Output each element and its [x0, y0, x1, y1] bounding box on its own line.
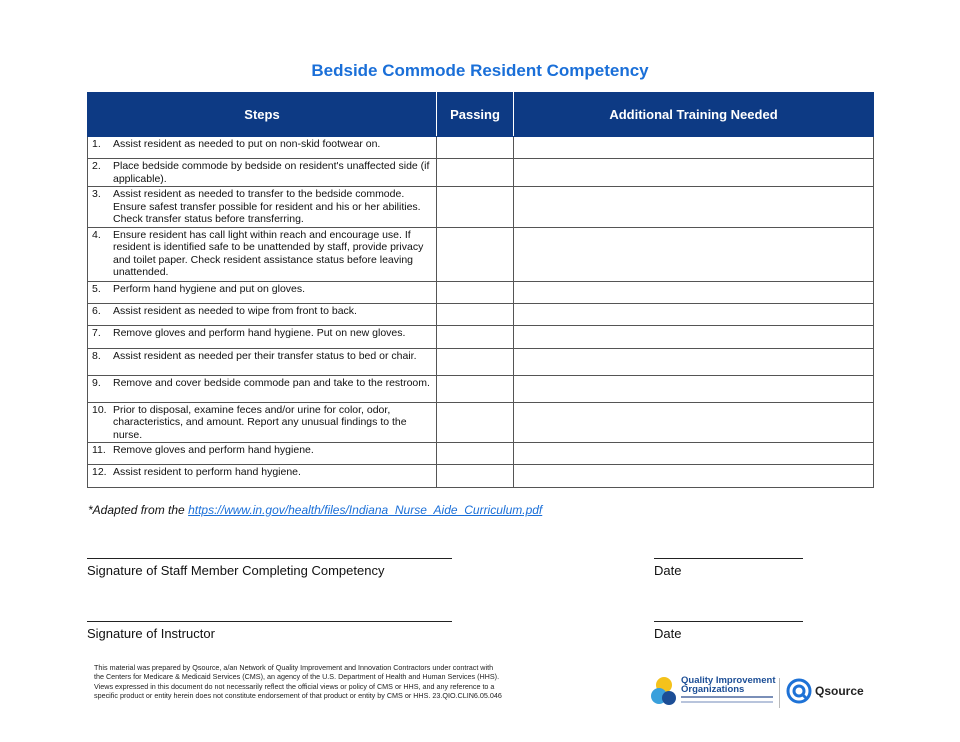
qsource-logo: [786, 678, 864, 704]
step-text: Remove and cover bedside commode pan and take to the restroom.: [113, 376, 430, 389]
passing-cell[interactable]: [437, 375, 514, 402]
additional-training-cell[interactable]: [514, 137, 874, 159]
staff-signature-label: Signature of Staff Member Completing Competency: [87, 563, 385, 578]
step-number: 10.: [92, 403, 107, 416]
step-number: 12.: [92, 466, 107, 478]
table-header-row: [88, 93, 874, 137]
passing-cell[interactable]: [437, 137, 514, 159]
qio-wordmark: [681, 676, 776, 703]
header-additional-training: Additional Training Needed: [514, 93, 874, 137]
table-row: [88, 465, 874, 488]
qsource-q-icon: [786, 678, 812, 704]
step-number: 11.: [92, 444, 106, 456]
table-row: [88, 187, 874, 228]
staff-date-label: Date: [654, 563, 682, 578]
step-number: 5.: [92, 282, 101, 295]
additional-training-cell[interactable]: [514, 303, 874, 325]
step-text: Assist resident as needed to transfer to the bedside commode. Ensure safest transfer possible for resident and his or her abilities. Check transfer status before transferring.: [113, 188, 421, 225]
source-prefix: *Adapted from the: [88, 503, 189, 517]
staff-signature-line[interactable]: [87, 558, 452, 559]
step-number: 1.: [92, 138, 101, 150]
step-number: 4.: [92, 228, 101, 241]
step-cell: [88, 325, 437, 348]
step-cell: [88, 465, 437, 488]
additional-training-cell[interactable]: [514, 402, 874, 443]
disclaimer-text: This material was prepared by Qsource, a/an Network of Quality Improvement and Innovation Contractors under contract with the Centers for Medicare & Medicaid Services (CMS), an agency of the U.S. Department of Health and Human Services (HHS). Views expressed in this document do not necessarily reflect the official views or policy of CMS or HHS, and any reference to a specific product or entity herein does not constitute endorsement of that product or entity by CMS or HHS. 23.QIO.CLIN6.05.046: [94, 663, 502, 701]
qio-title-line2: Organizations: [681, 684, 745, 695]
passing-cell[interactable]: [437, 303, 514, 325]
step-cell: [88, 281, 437, 303]
step-cell: [88, 443, 437, 465]
instructor-date-label: Date: [654, 626, 682, 641]
table-row: [88, 348, 874, 375]
additional-training-cell[interactable]: [514, 348, 874, 375]
instructor-signature-label: Signature of Instructor: [87, 626, 215, 641]
passing-cell[interactable]: [437, 227, 514, 281]
passing-cell[interactable]: [437, 465, 514, 488]
table-row: [88, 375, 874, 402]
step-cell: [88, 159, 437, 187]
step-number: 2.: [92, 160, 101, 172]
table-row: [88, 402, 874, 443]
step-text: Assist resident to perform hand hygiene.: [113, 466, 301, 478]
source-link[interactable]: https://www.in.gov/health/files/Indiana_Nurse_Aide_Curriculum.pdf: [188, 503, 543, 517]
instructor-date-line[interactable]: [654, 621, 803, 622]
table-row: [88, 159, 874, 187]
step-text: Assist resident as needed to wipe from front to back.: [113, 304, 357, 317]
step-text: Assist resident as needed to put on non-skid footwear on.: [113, 138, 381, 150]
step-number: 8.: [92, 349, 101, 362]
passing-cell[interactable]: [437, 159, 514, 187]
staff-date-line[interactable]: [654, 558, 803, 559]
step-cell: [88, 303, 437, 325]
qsource-name: Qsource: [815, 684, 864, 698]
additional-training-cell[interactable]: [514, 159, 874, 187]
additional-training-cell[interactable]: [514, 465, 874, 488]
step-cell: [88, 348, 437, 375]
step-text: Place bedside commode by bedside on resident's unaffected side (if applicable).: [113, 160, 430, 185]
competency-table: [87, 92, 874, 488]
passing-cell[interactable]: [437, 402, 514, 443]
header-passing: Passing: [437, 93, 514, 137]
passing-cell[interactable]: [437, 348, 514, 375]
step-cell: [88, 375, 437, 402]
qio-tagline-rule: [681, 696, 773, 698]
additional-training-cell[interactable]: [514, 281, 874, 303]
page-title: Bedside Commode Resident Competency: [311, 61, 649, 80]
header-steps: Steps: [88, 93, 437, 137]
passing-cell[interactable]: [437, 281, 514, 303]
logo-divider: [779, 678, 780, 708]
step-cell: [88, 187, 437, 228]
qio-logo: [651, 676, 776, 706]
step-text: Remove gloves and perform hand hygiene. Put on new gloves.: [113, 326, 406, 339]
additional-training-cell[interactable]: [514, 187, 874, 228]
step-text: Prior to disposal, examine feces and/or urine for color, odor, characteristics, and amount. Report any unusual findings to the nurse.: [113, 403, 407, 441]
additional-training-cell[interactable]: [514, 375, 874, 402]
qio-title-line1: Quality Improvement: [681, 675, 776, 686]
step-number: 6.: [92, 304, 101, 317]
table-row: [88, 227, 874, 281]
qio-circles-icon: [651, 676, 677, 706]
additional-training-cell[interactable]: [514, 325, 874, 348]
table-row: [88, 281, 874, 303]
instructor-signature-line[interactable]: [87, 621, 452, 622]
passing-cell[interactable]: [437, 443, 514, 465]
step-text: Remove gloves and perform hand hygiene.: [113, 444, 314, 456]
qio-tagline-rule-2: [681, 701, 773, 703]
step-number: 7.: [92, 326, 101, 339]
step-text: Perform hand hygiene and put on gloves.: [113, 282, 306, 295]
step-cell: [88, 137, 437, 159]
step-number: 3.: [92, 188, 101, 200]
passing-cell[interactable]: [437, 187, 514, 228]
table-row: [88, 303, 874, 325]
table-row: [88, 137, 874, 159]
step-text: Assist resident as needed per their transfer status to bed or chair.: [113, 349, 417, 362]
step-text: Ensure resident has call light within reach and encourage use. If resident is identified safe to be unattended by staff, provide privacy and toilet paper. Check resident assistance status before leaving unattended.: [113, 228, 424, 278]
table-row: [88, 325, 874, 348]
additional-training-cell[interactable]: [514, 443, 874, 465]
step-cell: [88, 402, 437, 443]
passing-cell[interactable]: [437, 325, 514, 348]
step-cell: [88, 227, 437, 281]
additional-training-cell[interactable]: [514, 227, 874, 281]
table-row: [88, 443, 874, 465]
step-number: 9.: [92, 376, 101, 389]
source-note: [88, 503, 542, 517]
